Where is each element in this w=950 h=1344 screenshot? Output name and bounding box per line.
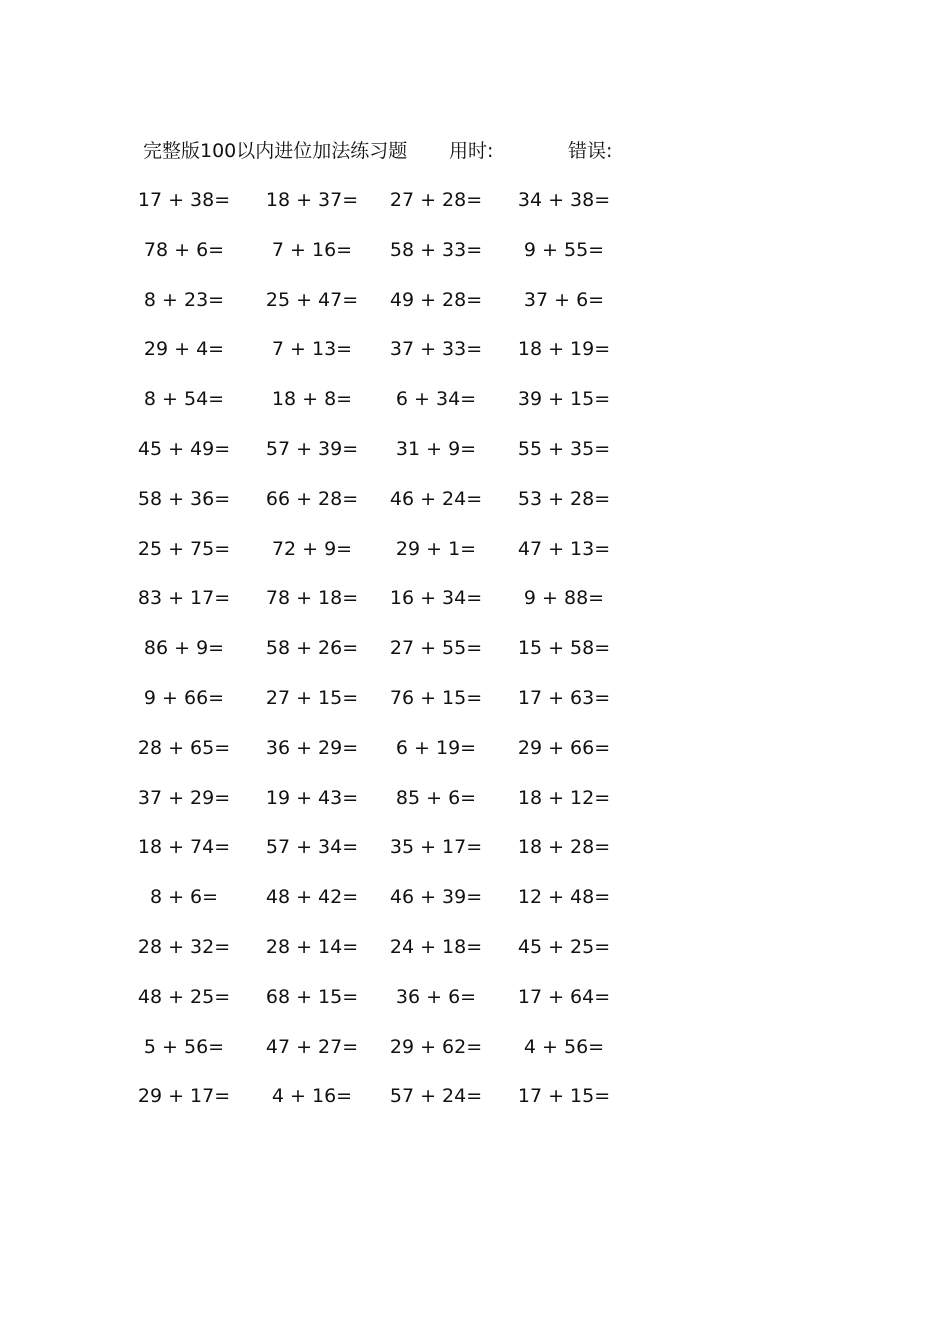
- addition-problem: 8 + 54=: [143, 388, 225, 411]
- addition-problem: 28 + 65=: [137, 736, 231, 759]
- addition-problem: 16 + 34=: [389, 587, 483, 610]
- problem-row: [0, 832, 950, 862]
- addition-problem: 29 + 62=: [389, 1035, 483, 1058]
- addition-problem: 18 + 8=: [271, 388, 353, 411]
- addition-problem: 7 + 16=: [271, 238, 353, 261]
- addition-problem: 5 + 56=: [143, 1035, 225, 1058]
- addition-problem: 24 + 18=: [389, 936, 483, 958]
- addition-problem: 37 + 33=: [389, 338, 483, 361]
- problem-row: [0, 932, 950, 962]
- addition-problem: 15 + 58=: [517, 637, 611, 660]
- addition-problem: 58 + 36=: [137, 487, 231, 510]
- addition-problem: 37 + 29=: [137, 786, 231, 809]
- problem-row: [0, 235, 950, 265]
- addition-problem: 47 + 27=: [265, 1035, 359, 1058]
- problem-row: [0, 384, 950, 414]
- problem-row: [0, 633, 950, 663]
- problem-row: [0, 285, 950, 315]
- addition-problem: 78 + 18=: [265, 587, 359, 610]
- addition-problem: 78 + 6=: [143, 238, 225, 261]
- addition-problem: 29 + 4=: [143, 338, 225, 361]
- addition-problem: 35 + 17=: [389, 836, 483, 859]
- addition-problem: 27 + 15=: [265, 687, 359, 709]
- problem-row: [0, 534, 950, 564]
- addition-problem: 48 + 42=: [265, 886, 359, 909]
- errors-label: 错误:: [568, 140, 613, 162]
- problem-row: [0, 185, 950, 215]
- addition-problem: 18 + 74=: [137, 836, 231, 859]
- problem-row: [0, 334, 950, 364]
- addition-problem: 27 + 55=: [389, 637, 483, 660]
- problem-row: [0, 1032, 950, 1062]
- addition-problem: 19 + 43=: [265, 786, 359, 809]
- problem-row: [0, 484, 950, 514]
- addition-problem: 39 + 15=: [517, 388, 611, 411]
- addition-problem: 45 + 25=: [517, 936, 611, 958]
- addition-problem: 17 + 64=: [517, 985, 611, 1008]
- addition-problem: 57 + 39=: [265, 438, 359, 460]
- addition-problem: 8 + 6=: [149, 886, 219, 909]
- addition-problem: 48 + 25=: [137, 985, 231, 1008]
- addition-problem: 57 + 24=: [389, 1085, 483, 1108]
- addition-problem: 83 + 17=: [137, 587, 231, 610]
- addition-problem: 27 + 28=: [389, 189, 483, 211]
- addition-problem: 8 + 23=: [143, 288, 225, 311]
- addition-problem: 37 + 6=: [523, 288, 605, 311]
- addition-problem: 36 + 6=: [395, 985, 477, 1008]
- worksheet-title: 完整版100以内进位加法练习题: [143, 140, 408, 162]
- problem-row: [0, 882, 950, 912]
- addition-problem: 46 + 39=: [389, 886, 483, 909]
- addition-problem: 6 + 34=: [395, 388, 477, 411]
- problem-row: [0, 683, 950, 713]
- addition-problem: 47 + 13=: [517, 537, 611, 560]
- addition-problem: 34 + 38=: [517, 189, 611, 211]
- addition-problem: 72 + 9=: [271, 537, 353, 560]
- addition-problem: 9 + 55=: [523, 238, 605, 261]
- addition-problem: 17 + 15=: [517, 1085, 611, 1108]
- addition-problem: 29 + 66=: [517, 736, 611, 759]
- addition-problem: 29 + 1=: [395, 537, 477, 560]
- addition-problem: 45 + 49=: [137, 438, 231, 460]
- addition-problem: 31 + 9=: [395, 438, 477, 460]
- addition-problem: 28 + 14=: [265, 936, 359, 958]
- addition-problem: 49 + 28=: [389, 288, 483, 311]
- problem-row: [0, 583, 950, 613]
- problem-row: [0, 783, 950, 813]
- addition-problem: 7 + 13=: [271, 338, 353, 361]
- addition-problem: 4 + 16=: [271, 1085, 353, 1108]
- problem-row: [0, 982, 950, 1012]
- addition-problem: 85 + 6=: [395, 786, 477, 809]
- time-used-label: 用时:: [449, 140, 494, 162]
- addition-problem: 18 + 12=: [517, 786, 611, 809]
- addition-problem: 29 + 17=: [137, 1085, 231, 1108]
- addition-problem: 66 + 28=: [265, 487, 359, 510]
- addition-problem: 25 + 47=: [265, 288, 359, 311]
- addition-problem: 76 + 15=: [389, 687, 483, 709]
- addition-problem: 57 + 34=: [265, 836, 359, 859]
- addition-problem: 53 + 28=: [517, 487, 611, 510]
- addition-problem: 18 + 28=: [517, 836, 611, 859]
- addition-problem: 68 + 15=: [265, 985, 359, 1008]
- addition-problem: 55 + 35=: [517, 438, 611, 460]
- addition-problem: 18 + 19=: [517, 338, 611, 361]
- addition-problem: 36 + 29=: [265, 736, 359, 759]
- problem-row: [0, 1081, 950, 1111]
- addition-problem: 4 + 56=: [523, 1035, 605, 1058]
- addition-problem: 6 + 19=: [395, 736, 477, 759]
- problem-row: [0, 434, 950, 464]
- addition-problem: 58 + 33=: [389, 238, 483, 261]
- addition-problem: 9 + 66=: [143, 687, 225, 709]
- problem-row: [0, 733, 950, 763]
- addition-problem: 17 + 38=: [137, 189, 231, 211]
- addition-problem: 25 + 75=: [137, 537, 231, 560]
- addition-problem: 9 + 88=: [523, 587, 605, 610]
- addition-problem: 86 + 9=: [143, 637, 225, 660]
- addition-problem: 18 + 37=: [265, 189, 359, 211]
- addition-problem: 12 + 48=: [517, 886, 611, 909]
- addition-problem: 58 + 26=: [265, 637, 359, 660]
- addition-problem: 28 + 32=: [137, 936, 231, 958]
- addition-problem: 17 + 63=: [517, 687, 611, 709]
- addition-problem: 46 + 24=: [389, 487, 483, 510]
